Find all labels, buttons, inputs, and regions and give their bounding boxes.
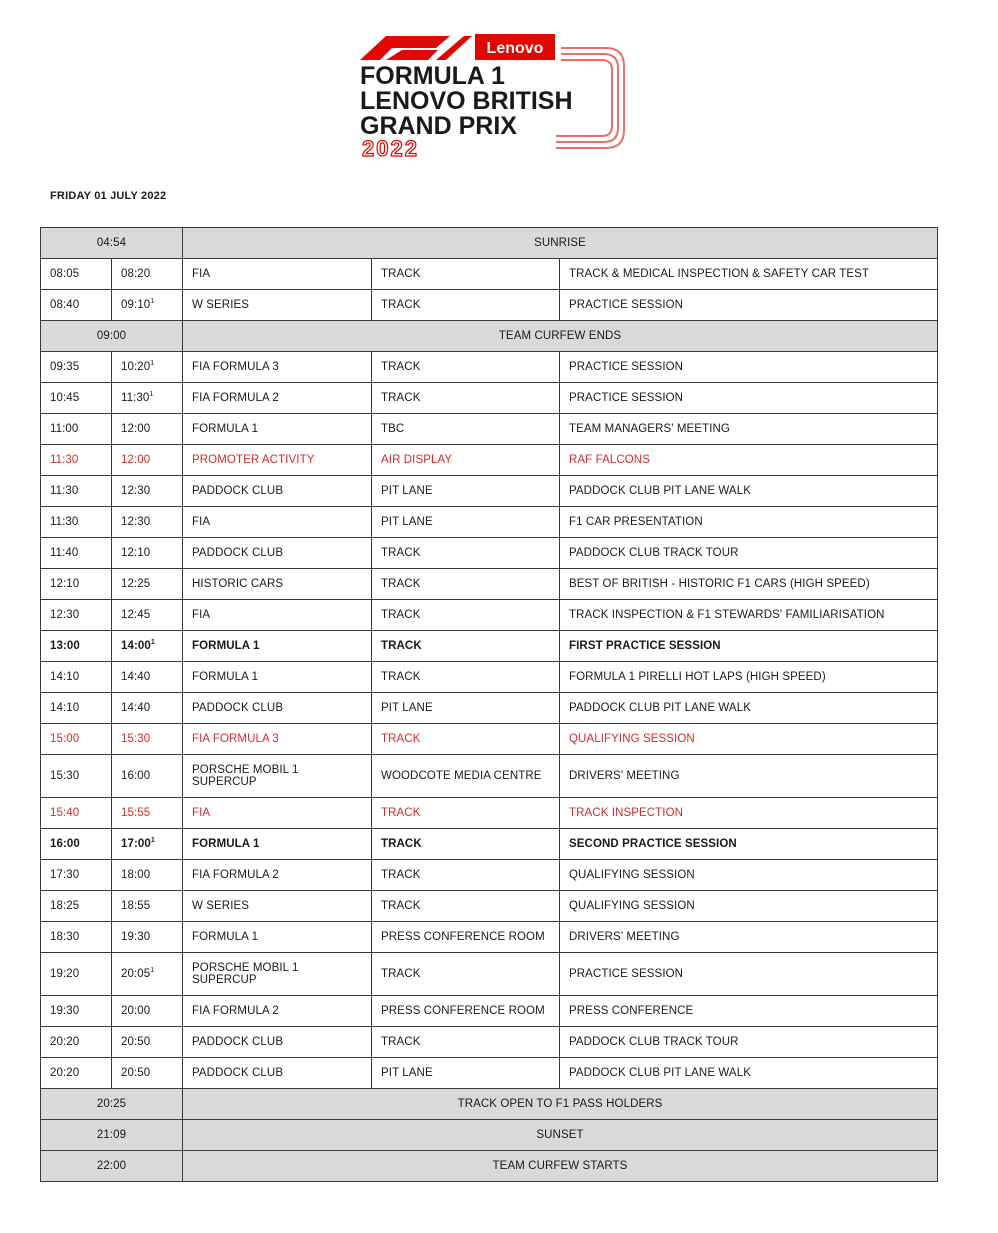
end-time [112, 538, 183, 569]
end-time-value: 12:25 [121, 578, 151, 590]
session-row [41, 860, 938, 891]
location: TRACK [372, 829, 560, 860]
session-name: QUALIFYING SESSION [560, 860, 938, 891]
end-time [112, 476, 183, 507]
session-name: TRACK INSPECTION [560, 798, 938, 829]
end-time-value: 18:55 [121, 900, 151, 912]
series-name: FIA FORMULA 2 [183, 383, 372, 414]
milestone-time: 20:25 [41, 1089, 183, 1120]
end-time [112, 891, 183, 922]
date-heading: FRIDAY 01 JULY 2022 [50, 190, 167, 202]
end-time [112, 259, 183, 290]
session-row [41, 569, 938, 600]
session-row [41, 693, 938, 724]
milestone-time: 22:00 [41, 1151, 183, 1182]
end-time [112, 352, 183, 383]
end-time [112, 922, 183, 953]
end-time-value: 19:30 [121, 931, 151, 943]
start-time: 15:00 [41, 724, 112, 755]
series-name: PADDOCK CLUB [183, 476, 372, 507]
series-name: FIA FORMULA 3 [183, 724, 372, 755]
series-name: W SERIES [183, 891, 372, 922]
location: TRACK [372, 953, 560, 996]
location: TRACK [372, 798, 560, 829]
series-name: FORMULA 1 [183, 922, 372, 953]
session-name: PADDOCK CLUB PIT LANE WALK [560, 476, 938, 507]
start-time: 15:40 [41, 798, 112, 829]
session-row [41, 600, 938, 631]
end-time-value: 20:00 [121, 1005, 151, 1017]
session-row [41, 445, 938, 476]
milestone-time: 09:00 [41, 321, 183, 352]
session-row [41, 259, 938, 290]
end-time-value: 15:55 [121, 807, 151, 819]
location: TRACK [372, 891, 560, 922]
end-time-value: 14:00 [121, 640, 151, 652]
location: TRACK [372, 383, 560, 414]
end-time-value: 14:40 [121, 671, 151, 683]
series-name: HISTORIC CARS [183, 569, 372, 600]
series-name: PADDOCK CLUB [183, 538, 372, 569]
session-row [41, 1027, 938, 1058]
location: WOODCOTE MEDIA CENTRE [372, 755, 560, 798]
session-name: QUALIFYING SESSION [560, 891, 938, 922]
series-name: FORMULA 1 [183, 662, 372, 693]
session-row [41, 922, 938, 953]
end-time-value: 11:30 [121, 392, 150, 404]
location: TRACK [372, 631, 560, 662]
session-row [41, 352, 938, 383]
start-time: 08:40 [41, 290, 112, 321]
session-name: TRACK INSPECTION & F1 STEWARDS' FAMILIARISATION [560, 600, 938, 631]
start-time: 19:20 [41, 953, 112, 996]
start-time: 11:40 [41, 538, 112, 569]
series-name: FIA FORMULA 3 [183, 352, 372, 383]
schedule-table [40, 227, 938, 1182]
session-row [41, 996, 938, 1027]
start-time: 14:10 [41, 662, 112, 693]
session-row [41, 383, 938, 414]
series-name: W SERIES [183, 290, 372, 321]
location: TRACK [372, 352, 560, 383]
milestone-row [41, 1120, 938, 1151]
location: TRACK [372, 724, 560, 755]
location: TRACK [372, 290, 560, 321]
end-time [112, 953, 183, 996]
start-time: 11:30 [41, 445, 112, 476]
location: PRESS CONFERENCE ROOM [372, 922, 560, 953]
series-name: FORMULA 1 [183, 829, 372, 860]
series-name: FIA [183, 600, 372, 631]
start-time: 10:45 [41, 383, 112, 414]
session-row [41, 507, 938, 538]
milestone-time: 21:09 [41, 1120, 183, 1151]
location: TRACK [372, 569, 560, 600]
series-name: FIA [183, 798, 372, 829]
end-time [112, 445, 183, 476]
series-name: PADDOCK CLUB [183, 1027, 372, 1058]
end-time [112, 383, 183, 414]
end-time [112, 507, 183, 538]
end-time [112, 662, 183, 693]
logo-year: 2022 [362, 136, 419, 160]
end-time [112, 1027, 183, 1058]
start-time: 12:30 [41, 600, 112, 631]
session-name: FORMULA 1 PIRELLI HOT LAPS (HIGH SPEED) [560, 662, 938, 693]
start-time: 20:20 [41, 1027, 112, 1058]
end-time-value: 12:45 [121, 609, 151, 621]
start-time: 11:30 [41, 476, 112, 507]
session-name: PRACTICE SESSION [560, 953, 938, 996]
end-time [112, 860, 183, 891]
location: TRACK [372, 259, 560, 290]
session-name: TRACK & MEDICAL INSPECTION & SAFETY CAR TEST [560, 259, 938, 290]
start-time: 13:00 [41, 631, 112, 662]
series-name: FIA FORMULA 2 [183, 860, 372, 891]
milestone-label: TEAM CURFEW ENDS [183, 321, 938, 352]
end-time-value: 20:50 [121, 1067, 151, 1079]
end-time-value: 10:20 [121, 361, 151, 373]
location: PRESS CONFERENCE ROOM [372, 996, 560, 1027]
location: AIR DISPLAY [372, 445, 560, 476]
session-name: PADDOCK CLUB TRACK TOUR [560, 1027, 938, 1058]
session-name: QUALIFYING SESSION [560, 724, 938, 755]
milestone-label: SUNSET [183, 1120, 938, 1151]
session-name: RAF FALCONS [560, 445, 938, 476]
location: TRACK [372, 662, 560, 693]
start-time: 11:30 [41, 507, 112, 538]
event-logo [356, 28, 638, 160]
end-time [112, 693, 183, 724]
end-time-value: 12:10 [121, 547, 151, 559]
milestone-row [41, 321, 938, 352]
end-time-value: 12:00 [121, 454, 151, 466]
session-row [41, 829, 938, 860]
series-name: FORMULA 1 [183, 631, 372, 662]
session-row [41, 724, 938, 755]
start-time: 08:05 [41, 259, 112, 290]
session-row [41, 891, 938, 922]
session-name: PRACTICE SESSION [560, 352, 938, 383]
footnote-marker: 1 [150, 837, 155, 845]
end-time-value: 12:30 [121, 485, 151, 497]
footnote-marker: 1 [149, 391, 154, 399]
end-time-value: 15:30 [121, 733, 151, 745]
brand-text: Lenovo [486, 40, 544, 57]
milestone-row [41, 1089, 938, 1120]
end-time-value: 20:05 [121, 968, 151, 980]
footnote-marker: 1 [150, 967, 155, 975]
session-name: TEAM MANAGERS' MEETING [560, 414, 938, 445]
end-time [112, 1058, 183, 1089]
session-name: PADDOCK CLUB TRACK TOUR [560, 538, 938, 569]
session-row [41, 662, 938, 693]
end-time-value: 14:40 [121, 702, 151, 714]
session-row [41, 631, 938, 662]
session-row [41, 755, 938, 798]
milestone-time: 04:54 [41, 228, 183, 259]
location: TRACK [372, 600, 560, 631]
milestone-label: TRACK OPEN TO F1 PASS HOLDERS [183, 1089, 938, 1120]
session-row [41, 538, 938, 569]
series-name: FORMULA 1 [183, 414, 372, 445]
location: TBC [372, 414, 560, 445]
location: PIT LANE [372, 507, 560, 538]
start-time: 11:00 [41, 414, 112, 445]
series-name: PORSCHE MOBIL 1 SUPERCUP [183, 755, 372, 798]
start-time: 16:00 [41, 829, 112, 860]
start-time: 12:10 [41, 569, 112, 600]
series-name: FIA [183, 259, 372, 290]
session-name: PADDOCK CLUB PIT LANE WALK [560, 693, 938, 724]
session-name: PRACTICE SESSION [560, 290, 938, 321]
session-row [41, 290, 938, 321]
end-time [112, 414, 183, 445]
end-time [112, 755, 183, 798]
session-row [41, 414, 938, 445]
session-row [41, 1058, 938, 1089]
start-time: 18:25 [41, 891, 112, 922]
session-row [41, 476, 938, 507]
end-time-value: 08:20 [121, 268, 151, 280]
series-name: PORSCHE MOBIL 1 SUPERCUP [183, 953, 372, 996]
start-time: 20:20 [41, 1058, 112, 1089]
logo-line-3: GRAND PRIX [360, 112, 517, 140]
start-time: 19:30 [41, 996, 112, 1027]
location: PIT LANE [372, 476, 560, 507]
footnote-marker: 1 [150, 360, 155, 368]
session-name: FIRST PRACTICE SESSION [560, 631, 938, 662]
session-name: PADDOCK CLUB PIT LANE WALK [560, 1058, 938, 1089]
session-row [41, 953, 938, 996]
start-time: 15:30 [41, 755, 112, 798]
session-name: DRIVERS' MEETING [560, 755, 938, 798]
start-time: 14:10 [41, 693, 112, 724]
milestone-row [41, 1151, 938, 1182]
milestone-label: TEAM CURFEW STARTS [183, 1151, 938, 1182]
session-name: F1 CAR PRESENTATION [560, 507, 938, 538]
session-name: DRIVERS' MEETING [560, 922, 938, 953]
session-row [41, 798, 938, 829]
milestone-label: SUNRISE [183, 228, 938, 259]
session-name: BEST OF BRITISH - HISTORIC F1 CARS (HIGH SPEED) [560, 569, 938, 600]
end-time-value: 12:00 [121, 423, 151, 435]
series-name: FIA [183, 507, 372, 538]
session-name: PRACTICE SESSION [560, 383, 938, 414]
end-time [112, 829, 183, 860]
session-name: SECOND PRACTICE SESSION [560, 829, 938, 860]
end-time-value: 12:30 [121, 516, 151, 528]
logo-line-2: LENOVO BRITISH [360, 87, 573, 115]
end-time [112, 724, 183, 755]
end-time-value: 16:00 [121, 770, 151, 782]
start-time: 18:30 [41, 922, 112, 953]
location: PIT LANE [372, 1058, 560, 1089]
series-name: PADDOCK CLUB [183, 1058, 372, 1089]
start-time: 09:35 [41, 352, 112, 383]
location: PIT LANE [372, 693, 560, 724]
session-name: PRESS CONFERENCE [560, 996, 938, 1027]
location: TRACK [372, 860, 560, 891]
end-time-value: 09:10 [121, 299, 151, 311]
start-time: 17:30 [41, 860, 112, 891]
end-time [112, 631, 183, 662]
f1-mark-icon [360, 36, 472, 60]
series-name: FIA FORMULA 2 [183, 996, 372, 1027]
end-time [112, 798, 183, 829]
logo-line-1: FORMULA 1 [360, 62, 505, 90]
location: TRACK [372, 538, 560, 569]
end-time [112, 996, 183, 1027]
end-time-value: 20:50 [121, 1036, 151, 1048]
footnote-marker: 1 [150, 639, 155, 647]
end-time [112, 290, 183, 321]
series-name: PROMOTER ACTIVITY [183, 445, 372, 476]
milestone-row [41, 228, 938, 259]
end-time [112, 569, 183, 600]
end-time-value: 17:00 [121, 838, 151, 850]
end-time-value: 18:00 [121, 869, 151, 881]
location: TRACK [372, 1027, 560, 1058]
footnote-marker: 1 [150, 298, 155, 306]
end-time [112, 600, 183, 631]
series-name: PADDOCK CLUB [183, 693, 372, 724]
